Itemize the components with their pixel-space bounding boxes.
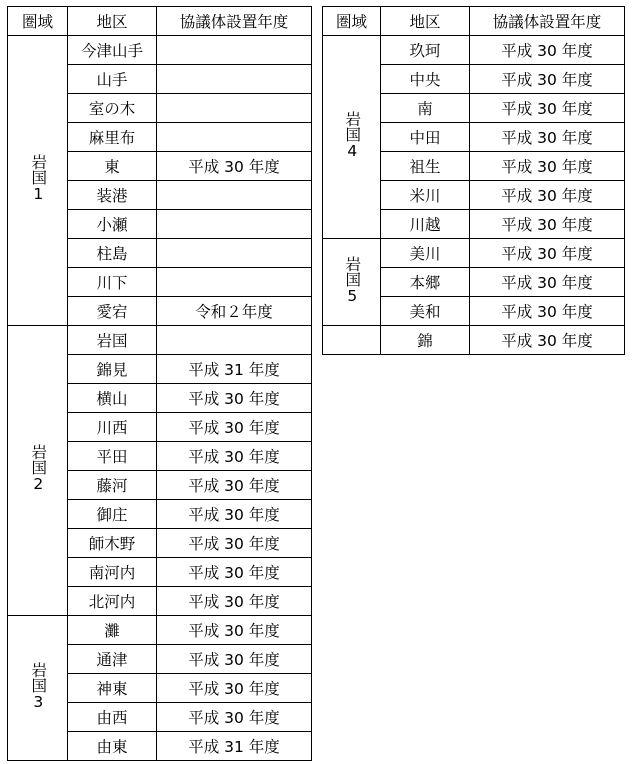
area-cell — [8, 616, 68, 761]
year-cell: 令和２年度 — [157, 297, 312, 326]
district-cell: 川下 — [68, 268, 157, 297]
district-cell: 横山 — [68, 384, 157, 413]
district-cell: 米川 — [381, 181, 470, 210]
district-cell: 山手 — [68, 65, 157, 94]
table-row — [8, 616, 312, 645]
year-cell: 平成 30 年度 — [470, 181, 625, 210]
year-cell: 平成 30 年度 — [470, 239, 625, 268]
year-cell — [157, 268, 312, 297]
district-cell: 神東 — [68, 674, 157, 703]
district-header: 地区 — [381, 7, 470, 36]
year-cell: 平成 30 年度 — [157, 529, 312, 558]
district-cell: 柱島 — [68, 239, 157, 268]
area-header: 圏域 — [323, 7, 381, 36]
year-cell: 平成 30 年度 — [157, 703, 312, 732]
year-cell — [157, 123, 312, 152]
left-district-table — [7, 6, 312, 761]
year-cell: 平成 30 年度 — [157, 645, 312, 674]
year-cell: 平成 30 年度 — [470, 94, 625, 123]
district-header: 地区 — [68, 7, 157, 36]
area-label: 岩国5 — [343, 255, 362, 305]
table-row — [8, 36, 312, 65]
district-cell: 今津山手 — [68, 36, 157, 65]
district-cell: 美和 — [381, 297, 470, 326]
district-cell: 由西 — [68, 703, 157, 732]
year-cell: 平成 30 年度 — [470, 123, 625, 152]
district-cell: 川西 — [68, 413, 157, 442]
district-cell: 玖珂 — [381, 36, 470, 65]
year-cell — [157, 326, 312, 355]
district-cell: 中央 — [381, 65, 470, 94]
area-cell — [323, 36, 381, 239]
year-cell — [157, 239, 312, 268]
year-cell: 平成 30 年度 — [157, 674, 312, 703]
year-cell: 平成 30 年度 — [470, 152, 625, 181]
district-cell: 灘 — [68, 616, 157, 645]
year-cell: 平成 30 年度 — [157, 413, 312, 442]
left-table-body — [8, 36, 312, 761]
year-cell — [157, 210, 312, 239]
district-cell: 祖生 — [381, 152, 470, 181]
year-cell: 平成 30 年度 — [470, 268, 625, 297]
area-label: 岩国2 — [29, 444, 48, 493]
district-cell: 師木野 — [68, 529, 157, 558]
district-cell: 本郷 — [381, 268, 470, 297]
district-cell: 愛宕 — [68, 297, 157, 326]
year-cell: 平成 30 年度 — [157, 616, 312, 645]
header-row — [8, 7, 312, 36]
district-cell: 川越 — [381, 210, 470, 239]
district-cell: 装港 — [68, 181, 157, 210]
year-cell — [157, 94, 312, 123]
right-district-table — [322, 6, 625, 355]
district-cell: 中田 — [381, 123, 470, 152]
district-cell: 小瀬 — [68, 210, 157, 239]
area-label: 岩国1 — [29, 154, 48, 203]
area-cell — [8, 326, 68, 616]
year-cell: 平成 30 年度 — [470, 297, 625, 326]
district-cell: 南河内 — [68, 558, 157, 587]
area-cell — [323, 326, 381, 355]
table-row — [323, 326, 625, 355]
year-cell — [157, 181, 312, 210]
district-cell: 室の木 — [68, 94, 157, 123]
year-cell: 平成 30 年度 — [157, 558, 312, 587]
year-cell: 平成 30 年度 — [157, 442, 312, 471]
year-cell: 平成 30 年度 — [470, 65, 625, 94]
district-cell: 平田 — [68, 442, 157, 471]
year-cell: 平成 31 年度 — [157, 355, 312, 384]
district-cell: 麻里布 — [68, 123, 157, 152]
header-row — [323, 7, 625, 36]
district-cell: 錦 — [381, 326, 470, 355]
year-cell: 平成 30 年度 — [157, 152, 312, 181]
area-cell — [8, 36, 68, 326]
year-cell: 平成 30 年度 — [470, 210, 625, 239]
year-cell — [157, 65, 312, 94]
district-cell: 由東 — [68, 732, 157, 761]
year-cell — [157, 36, 312, 65]
year-cell: 平成 30 年度 — [157, 587, 312, 616]
table-row — [323, 36, 625, 65]
year-cell: 平成 31 年度 — [157, 732, 312, 761]
district-cell: 北河内 — [68, 587, 157, 616]
right-table-body — [323, 36, 625, 355]
area-label: 岩国3 — [29, 661, 48, 711]
year-header: 協議体設置年度 — [470, 7, 625, 36]
year-cell: 平成 30 年度 — [157, 471, 312, 500]
district-cell: 錦見 — [68, 355, 157, 384]
year-cell: 平成 30 年度 — [157, 500, 312, 529]
year-cell: 平成 30 年度 — [157, 384, 312, 413]
year-cell: 平成 30 年度 — [470, 326, 625, 355]
district-cell: 南 — [381, 94, 470, 123]
table-row — [8, 326, 312, 355]
district-cell: 御庄 — [68, 500, 157, 529]
district-cell: 東 — [68, 152, 157, 181]
area-header: 圏域 — [8, 7, 68, 36]
district-cell: 藤河 — [68, 471, 157, 500]
district-cell: 美川 — [381, 239, 470, 268]
area-cell — [323, 239, 381, 326]
area-label: 岩国4 — [343, 110, 362, 160]
district-cell: 通津 — [68, 645, 157, 674]
year-header: 協議体設置年度 — [157, 7, 312, 36]
year-cell: 平成 30 年度 — [470, 36, 625, 65]
table-row — [323, 239, 625, 268]
district-cell: 岩国 — [68, 326, 157, 355]
